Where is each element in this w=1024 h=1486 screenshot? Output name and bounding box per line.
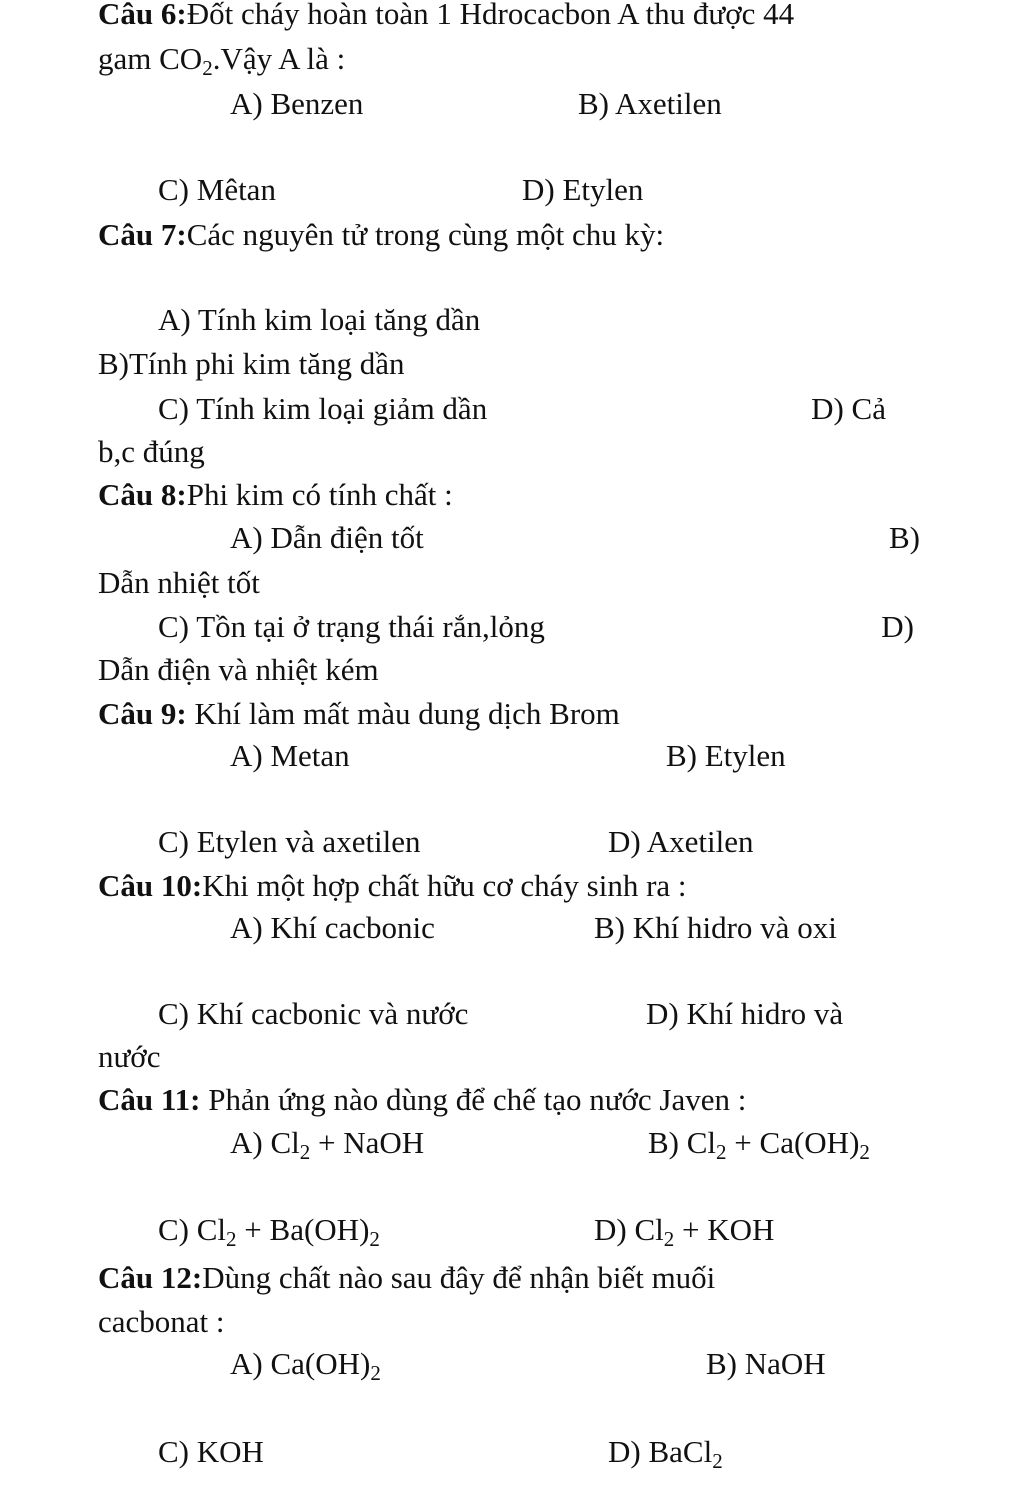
q11-a-sub: 2 <box>299 1140 311 1164</box>
q9-text: Khí làm mất màu dung dịch Brom <box>186 696 620 731</box>
q10-option-d: D) Khí hidro và <box>646 996 844 1031</box>
q11-option-b <box>648 1125 870 1164</box>
q7-option-d: D) Cả <box>811 391 886 426</box>
q11-b-pre: B) Cl <box>648 1125 717 1160</box>
q10-label: Câu 10: <box>98 868 203 903</box>
q11-d-pre: D) Cl <box>594 1212 664 1247</box>
q12-stem <box>98 1262 715 1293</box>
q11-a-pre: A) Cl <box>230 1125 300 1160</box>
q12-stem-line2: cacbonat : <box>98 1304 225 1339</box>
q10-option-b: B) Khí hidro và oxi <box>594 910 837 945</box>
q12-a-sub: 2 <box>370 1361 381 1385</box>
q8-option-d: D) <box>881 609 914 644</box>
q6-text2-sub: 2 <box>202 56 213 80</box>
q11-text: Phản ứng nào dùng để chế tạo nước Javen : <box>200 1082 747 1117</box>
q6-text2-b: .Vậy A là : <box>212 41 346 76</box>
q12-d-pre: D) BaCl <box>608 1434 713 1469</box>
q9-option-d: D) Axetilen <box>608 824 754 859</box>
q8-option-d-continued: Dẫn điện và nhiệt kém <box>98 652 379 687</box>
q11-label: Câu 11: <box>98 1082 201 1117</box>
q7-option-c: C) Tính kim loại giảm dần <box>158 391 488 426</box>
q11-c-pre: C) Cl <box>158 1212 227 1247</box>
q6-option-c: C) Mêtan <box>158 172 276 207</box>
q12-option-a <box>230 1346 381 1385</box>
q6-option-a: A) Benzen <box>230 86 364 121</box>
q7-label: Câu 7: <box>98 217 187 252</box>
q8-stem <box>98 479 453 510</box>
q11-a-post: + NaOH <box>310 1125 425 1160</box>
q11-c-sub: 2 <box>226 1227 237 1251</box>
q6-stem <box>98 0 794 29</box>
q7-option-a: A) Tính kim loại tăng dần <box>158 302 481 337</box>
q10-option-c: C) Khí cacbonic và nước <box>158 996 469 1031</box>
q8-option-b: B) <box>889 520 920 555</box>
q11-b-sub2: 2 <box>859 1140 870 1164</box>
q12-option-d <box>608 1434 723 1473</box>
q7-stem <box>98 219 664 250</box>
q12-option-c: C) KOH <box>158 1434 264 1469</box>
q7-option-d-continued: b,c đúng <box>98 434 205 469</box>
q11-c-mid: + Ba(OH) <box>236 1212 370 1247</box>
q11-d-post: + KOH <box>674 1212 775 1247</box>
q12-d-sub: 2 <box>712 1449 723 1473</box>
q6-text2-a: gam CO <box>98 41 203 76</box>
q8-text: Phi kim có tính chất : <box>186 477 453 512</box>
q10-text: Khi một hợp chất hữu cơ cháy sinh ra : <box>202 868 687 903</box>
q7-text: Các nguyên tử trong cùng một chu kỳ: <box>186 217 665 252</box>
q10-stem <box>98 870 687 901</box>
q11-option-a <box>230 1125 425 1164</box>
q12-label: Câu 12: <box>98 1260 203 1295</box>
q11-b-mid: + Ca(OH) <box>726 1125 860 1160</box>
q12-a-pre: A) Ca(OH) <box>230 1346 371 1381</box>
q10-option-d-continued: nước <box>98 1039 161 1074</box>
q6-text: Đốt cháy hoàn toàn 1 Hdrocacbon A thu được 44 <box>186 0 795 31</box>
q6-label: Câu 6: <box>98 0 187 31</box>
q11-d-sub: 2 <box>663 1227 675 1251</box>
q9-option-a: A) Metan <box>230 738 350 773</box>
q7-option-b: B)Tính phi kim tăng dần <box>98 346 405 381</box>
q9-label: Câu 9: <box>98 696 187 731</box>
q6-stem-line2 <box>98 41 346 80</box>
q11-c-sub2: 2 <box>369 1227 380 1251</box>
q9-stem <box>98 698 620 729</box>
q12-text: Dùng chất nào sau đây để nhận biết muối <box>202 1260 716 1295</box>
q11-option-c <box>158 1212 380 1251</box>
q8-option-c: C) Tồn tại ở trạng thái rắn,lỏng <box>158 609 545 644</box>
q6-option-d: D) Etylen <box>522 172 644 207</box>
q8-label: Câu 8: <box>98 477 187 512</box>
q11-b-sub: 2 <box>716 1140 727 1164</box>
q10-option-a: A) Khí cacbonic <box>230 910 435 945</box>
q11-option-d <box>594 1212 775 1251</box>
q12-option-b: B) NaOH <box>706 1346 826 1381</box>
q8-option-a: A) Dẫn điện tốt <box>230 520 424 555</box>
q11-stem <box>98 1084 746 1115</box>
q9-option-b: B) Etylen <box>666 738 786 773</box>
q6-option-b: B) Axetilen <box>578 86 722 121</box>
q9-option-c: C) Etylen và axetilen <box>158 824 421 859</box>
q8-option-b-continued: Dẫn nhiệt tốt <box>98 565 260 600</box>
